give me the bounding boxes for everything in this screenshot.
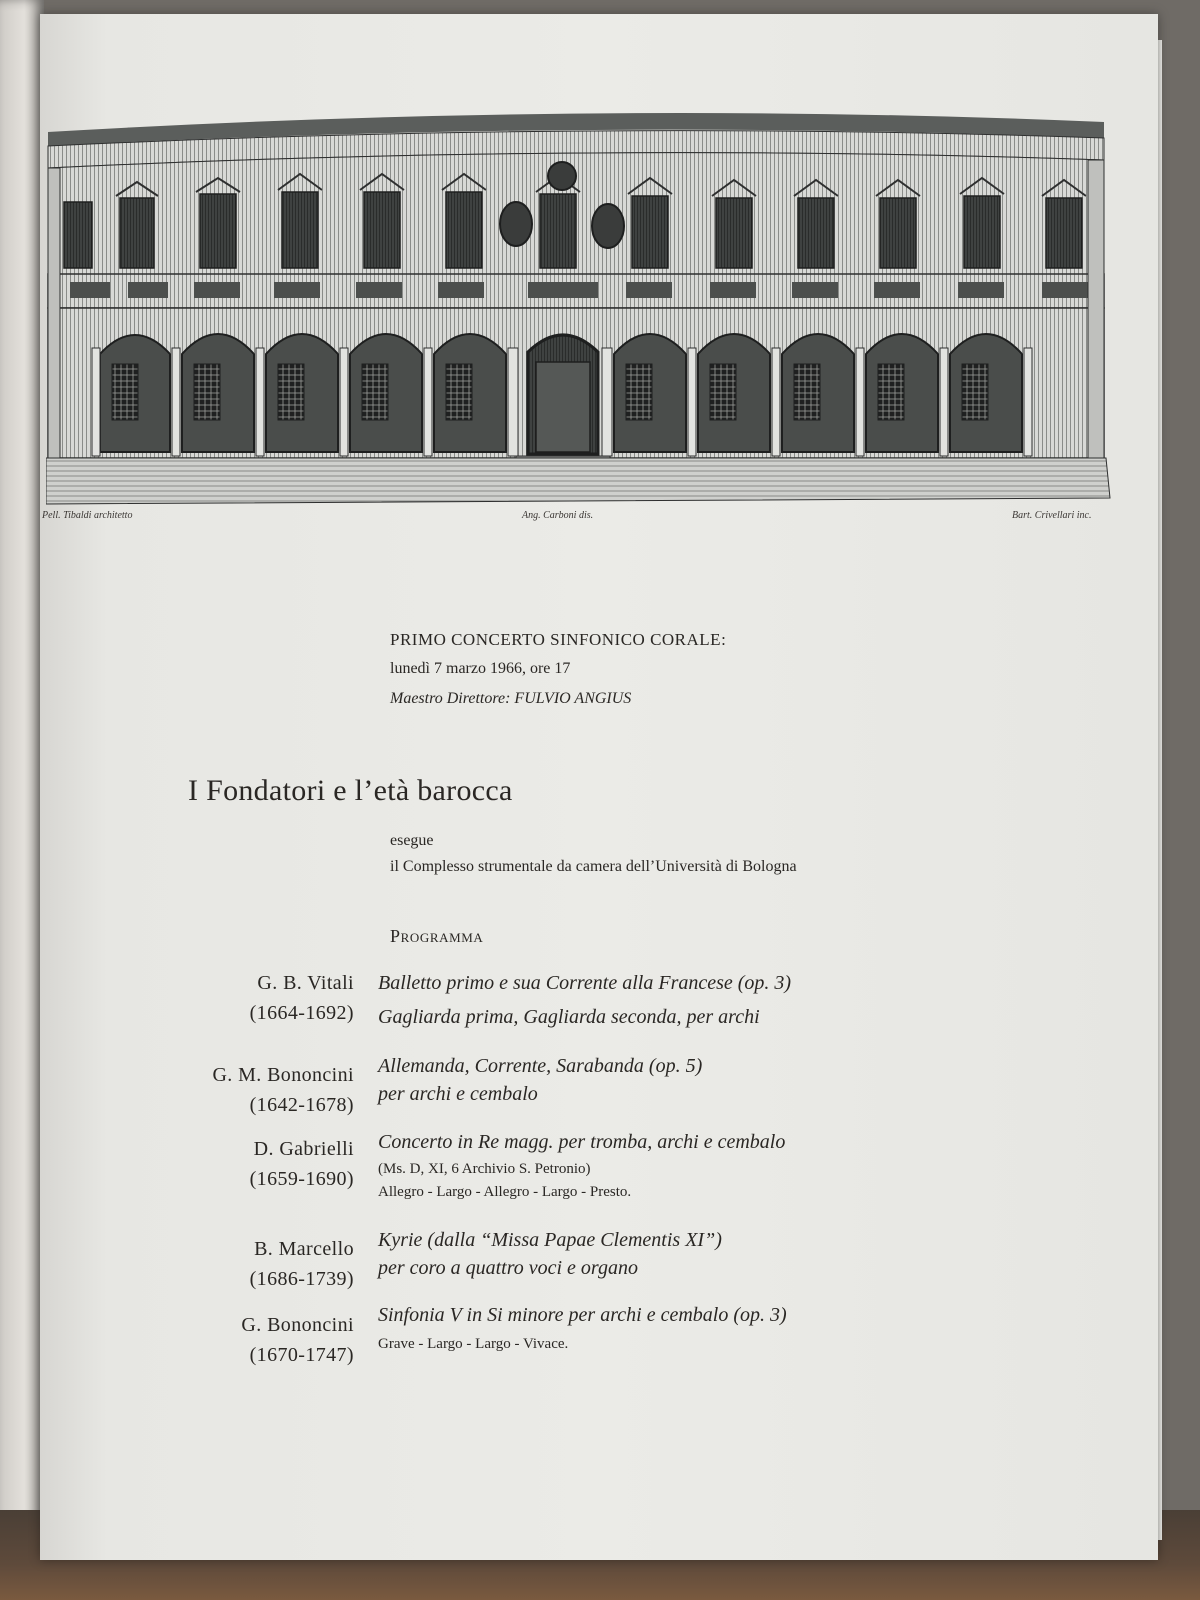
work-line: per coro a quattro voci e organo <box>378 1257 638 1279</box>
work-line: Gagliarda prima, Gagliarda seconda, per archi <box>378 1006 760 1028</box>
program-page <box>40 14 1158 1560</box>
work-line: Concerto in Re magg. per tromba, archi e cembalo <box>378 1131 786 1153</box>
composer-years: (1659-1690) <box>249 1168 354 1190</box>
ensemble-name: il Complesso strumentale da camera dell’Università di Bologna <box>390 858 797 875</box>
work-line: Sinfonia V in Si minore per archi e cembalo (op. 3) <box>378 1304 787 1326</box>
composer-years: (1686-1739) <box>249 1268 354 1290</box>
performer-label: esegue <box>390 832 434 849</box>
work-movements: Allegro - Largo - Allegro - Largo - Presto. <box>378 1184 632 1200</box>
composer-label: G. M. Bononcini <box>212 1064 354 1086</box>
facing-page-edge <box>0 0 44 1560</box>
concert-title: PRIMO CONCERTO SINFONICO CORALE: <box>390 630 727 649</box>
composer-years: (1670-1747) <box>249 1344 354 1366</box>
composer-years: (1642-1678) <box>249 1094 354 1116</box>
composer-name <box>250 968 354 1028</box>
work-line: per archi e cembalo <box>378 1083 538 1105</box>
work-line: Allemanda, Corrente, Sarabanda (op. 5) <box>378 1055 703 1077</box>
work-list <box>378 1126 785 1204</box>
composer-label: G. B. Vitali <box>257 972 354 994</box>
program-heading: Programma <box>390 926 484 946</box>
work-list <box>378 1052 702 1108</box>
work-list <box>378 966 791 1034</box>
conductor-line: Maestro Direttore: FULVIO ANGIUS <box>390 690 632 707</box>
composer-label: D. Gabrielli <box>253 1138 354 1160</box>
composer-name <box>241 1310 354 1370</box>
work-list <box>378 1226 722 1282</box>
composer-years: (1664-1692) <box>249 1002 354 1024</box>
palazzo-facade-engraving <box>46 102 1136 522</box>
work-detail: (Ms. D, XI, 6 Archivio S. Petronio) <box>378 1161 591 1177</box>
composer-label: B. Marcello <box>254 1238 354 1260</box>
composer-name <box>250 1134 354 1194</box>
work-list <box>378 1298 787 1356</box>
work-line: Kyrie (dalla “Missa Papae Clementis XI”) <box>378 1229 722 1251</box>
concert-date: lunedì 7 marzo 1966, ore 17 <box>390 660 571 677</box>
composer-name <box>250 1234 354 1294</box>
concert-main-title: I Fondatori e l’età barocca <box>188 774 513 807</box>
engraver-credit: Bart. Crivellari inc. <box>1012 510 1092 521</box>
work-line: Balletto primo e sua Corrente alla Francese (op. 3) <box>378 972 792 994</box>
composer-label: G. Bononcini <box>241 1314 354 1336</box>
draughtsman-credit: Ang. Carboni dis. <box>522 510 594 521</box>
work-movements: Grave - Largo - Largo - Vivace. <box>378 1336 569 1352</box>
architect-credit: Pell. Tibaldi architetto <box>42 510 133 521</box>
composer-name <box>212 1060 354 1120</box>
